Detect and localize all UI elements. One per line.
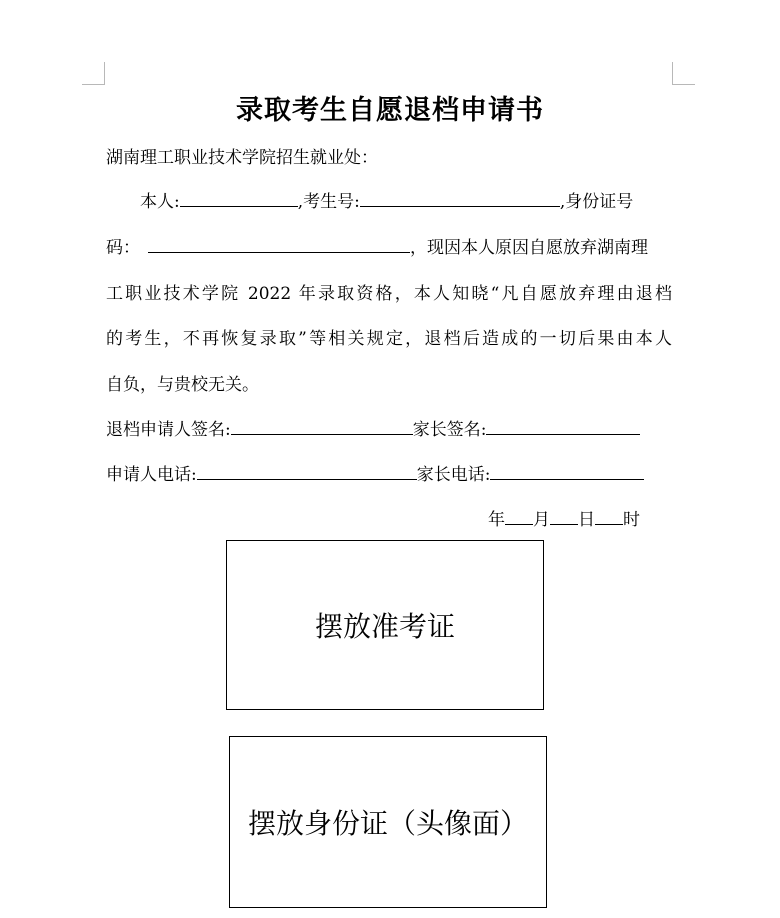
parent-signature-field[interactable] (486, 416, 640, 435)
admission-ticket-placement-box (226, 540, 544, 710)
day-field[interactable] (550, 506, 578, 525)
month-field[interactable] (505, 506, 533, 525)
parent-phone-field[interactable] (490, 461, 644, 480)
phone-line (106, 460, 672, 485)
personal-info-line (140, 187, 672, 212)
admission-ticket-placement-label: 摆放准考证 (314, 610, 455, 643)
date-line (488, 505, 640, 530)
year-label: 年 (488, 510, 505, 530)
day-label: 日 (578, 510, 595, 530)
name-field[interactable] (180, 188, 298, 207)
document-title: 录取考生自愿退档申请书 (236, 95, 544, 126)
id-card-placement-box (229, 736, 547, 908)
statement-line-5 (106, 370, 672, 395)
hour-label: 时 (623, 510, 640, 530)
exam-number-field[interactable] (360, 188, 560, 207)
statement-end: 自负，与贵校无关。 (106, 375, 259, 395)
addressee-line (106, 143, 672, 168)
addressee: 湖南理工职业技术学院招生就业处： (106, 148, 378, 168)
applicant-signature-label: 退档申请人签名: (106, 420, 231, 440)
name-label: 本人: (140, 192, 180, 212)
month-label: 月 (533, 510, 550, 530)
applicant-phone-field[interactable] (197, 461, 417, 480)
id-number-label-continued: 码： (106, 238, 140, 258)
signature-line (106, 415, 672, 440)
parent-signature-label: 家长签名: (412, 420, 487, 440)
applicant-signature-field[interactable] (231, 416, 413, 435)
id-number-label: ,身份证号 (559, 192, 634, 212)
hour-field[interactable] (595, 506, 623, 525)
id-number-field[interactable] (148, 234, 410, 253)
id-card-placement-label: 摆放身份证（头像面） (247, 807, 528, 840)
applicant-phone-label: 申请人电话: (106, 465, 197, 485)
exam-number-label: ,考生号: (297, 192, 360, 212)
id-number-line (106, 233, 672, 258)
parent-phone-label: 家长电话: (416, 465, 491, 485)
statement-line-4: 的考生，不再恢复录取”等相关规定，退档后造成的一切后果由本人 (106, 329, 672, 349)
page-corner-mark-top-left (82, 62, 105, 85)
statement-start: ，现因本人原因自愿放弃湖南理 (410, 238, 648, 258)
statement-line-3: 工职业技术学院 2022 年录取资格，本人知晓“凡自愿放弃理由退档 (106, 284, 672, 304)
page-corner-mark-top-right (672, 62, 695, 85)
